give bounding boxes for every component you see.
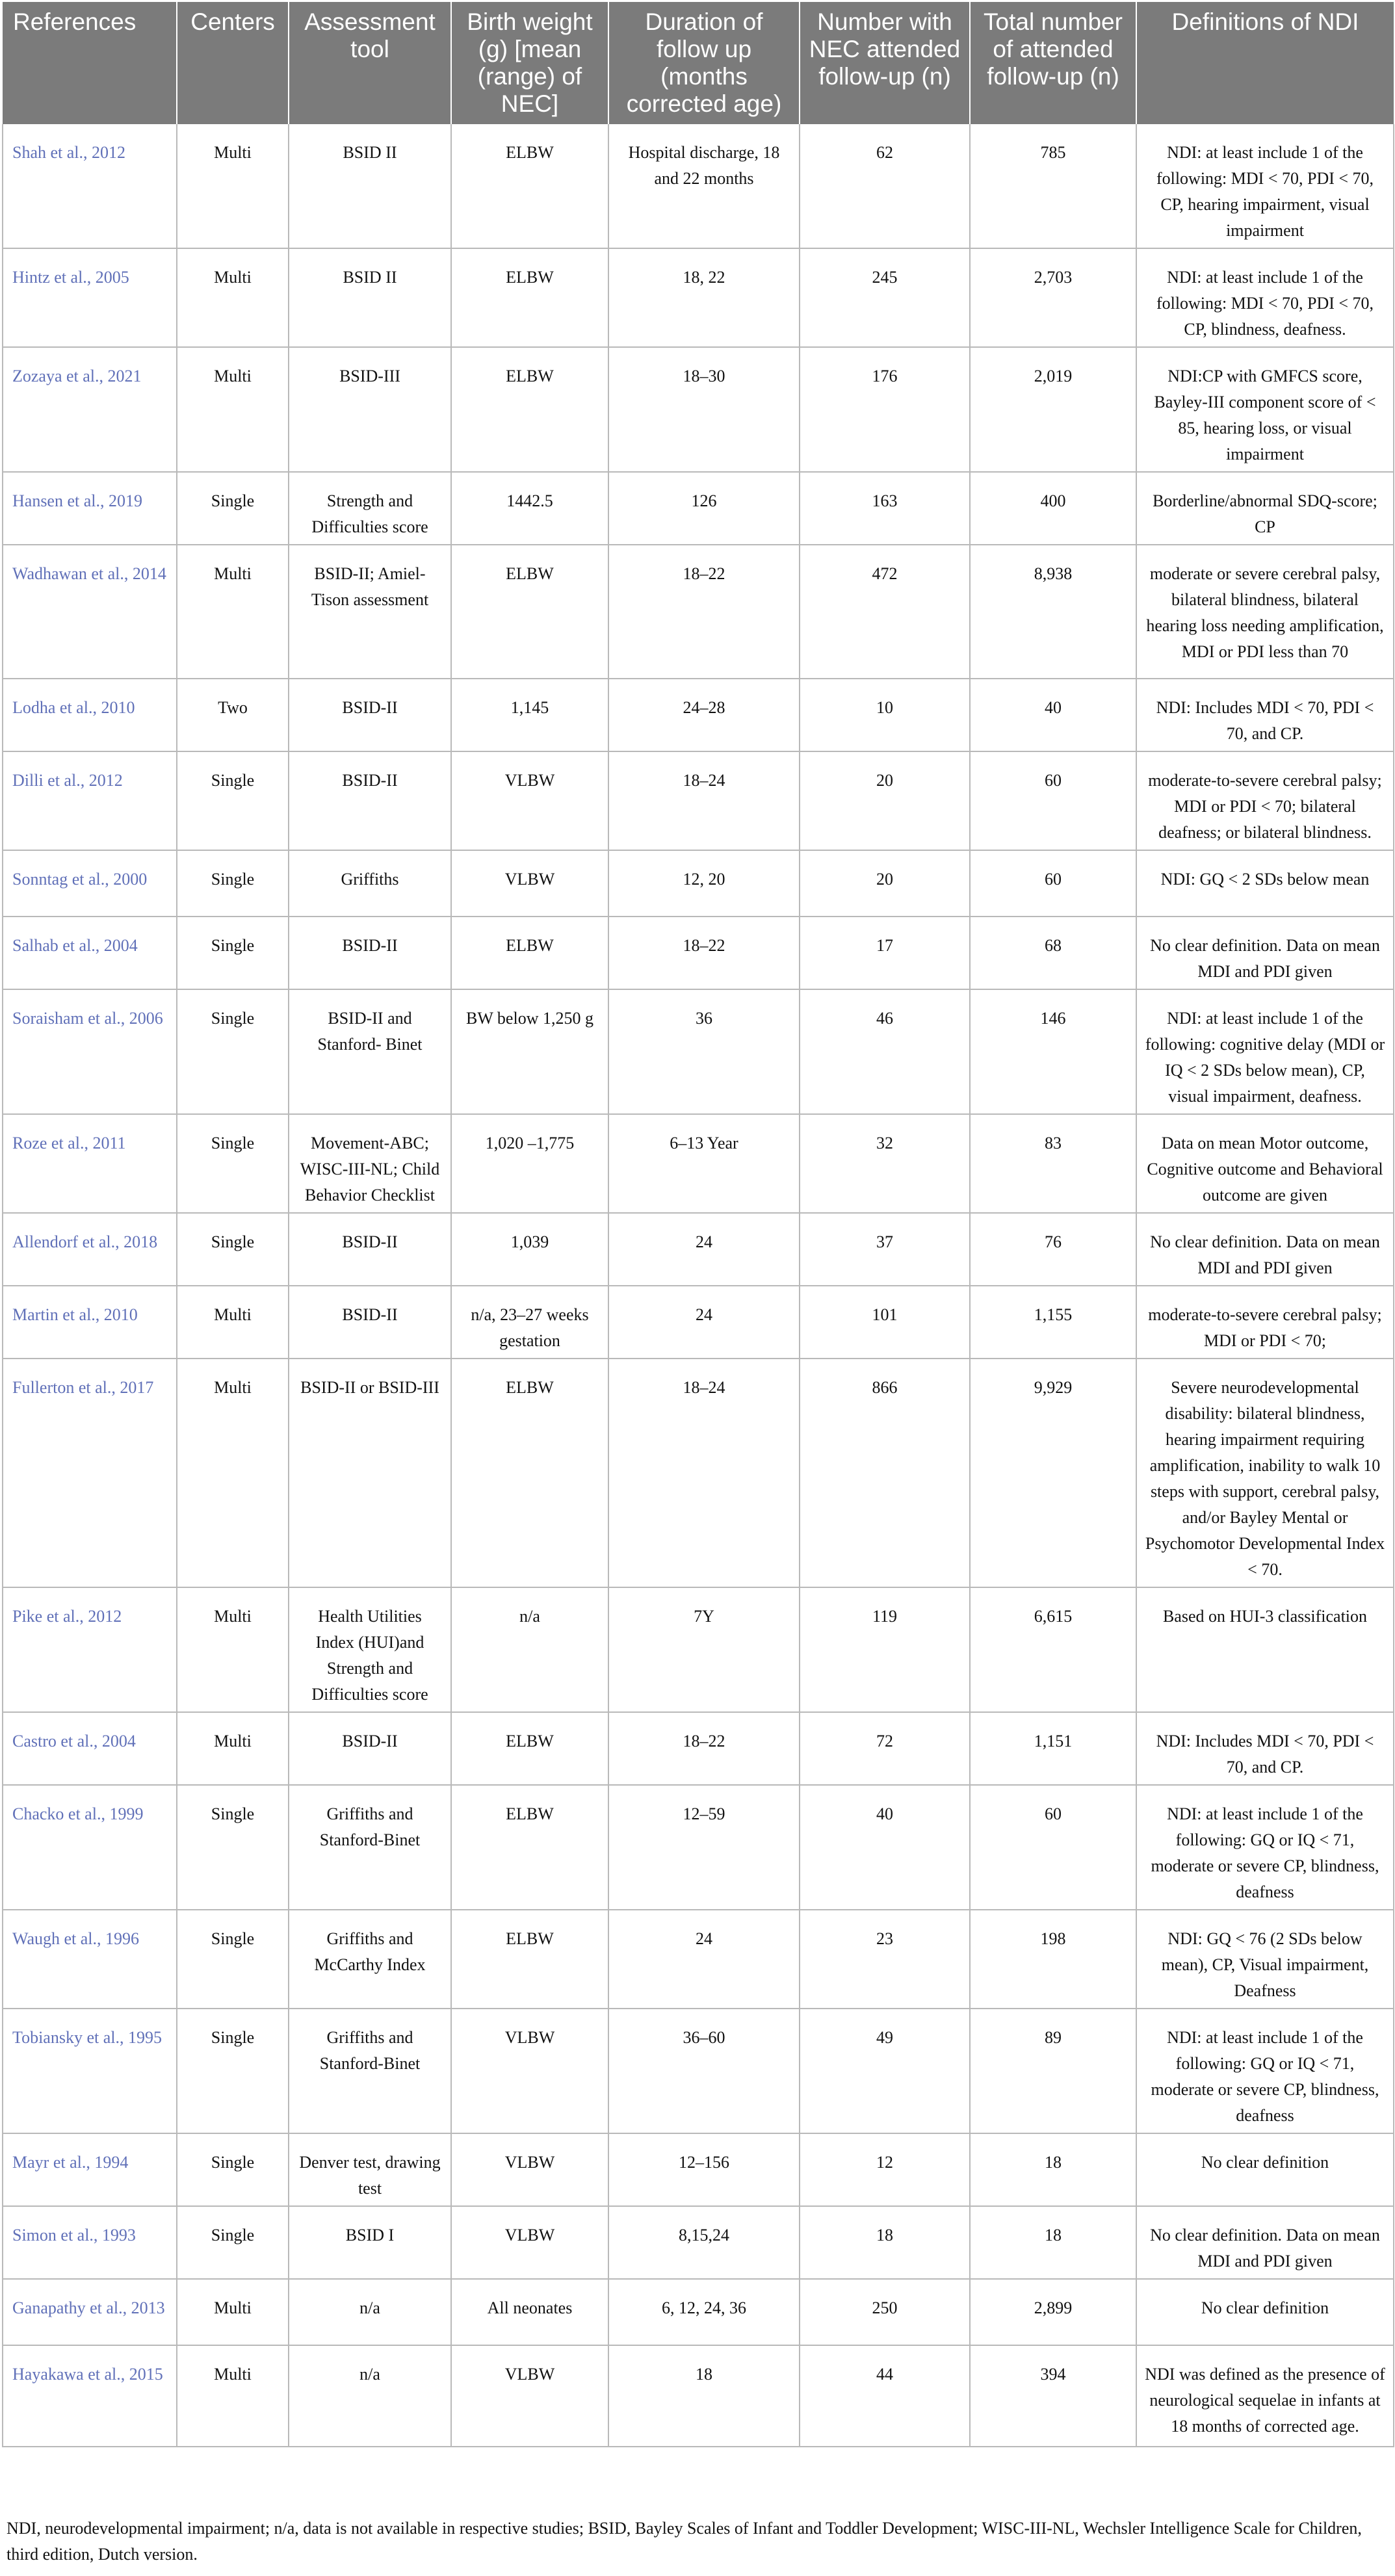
cell-reference[interactable]: Soraisham et al., 2006 (3, 989, 177, 1114)
cell-birth-weight: VLBW (451, 751, 608, 850)
header-references: References (3, 2, 177, 124)
cell-assessment-tool: Denver test, drawing test (289, 2133, 451, 2206)
cell-nec-follow-up: 245 (800, 248, 970, 347)
cell-assessment-tool: BSID-III (289, 347, 451, 472)
cell-total-follow-up: 146 (970, 989, 1136, 1114)
cell-nec-follow-up: 72 (800, 1712, 970, 1785)
cell-follow-up-duration: 12, 20 (608, 850, 800, 917)
cell-follow-up-duration: 126 (608, 472, 800, 545)
cell-follow-up-duration: 18–30 (608, 347, 800, 472)
cell-centers: Multi (177, 2279, 289, 2345)
cell-birth-weight: n/a (451, 1587, 608, 1712)
cell-total-follow-up: 40 (970, 679, 1136, 751)
cell-ndi-definition: NDI: at least include 1 of the following: GQ or IQ < 71, moderate or severe CP, blindness, deafness (1136, 2009, 1394, 2133)
cell-assessment-tool: BSID-II (289, 679, 451, 751)
cell-birth-weight: VLBW (451, 2206, 608, 2279)
cell-centers: Multi (177, 1359, 289, 1587)
cell-assessment-tool: n/a (289, 2279, 451, 2345)
header-nec-follow-up-count: Number with NEC attended follow-up (n) (800, 2, 970, 124)
cell-total-follow-up: 6,615 (970, 1587, 1136, 1712)
cell-birth-weight: BW below 1,250 g (451, 989, 608, 1114)
cell-ndi-definition: No clear definition. Data on mean MDI and PDI given (1136, 917, 1394, 989)
cell-assessment-tool: BSID-II (289, 917, 451, 989)
cell-birth-weight: ELBW (451, 1712, 608, 1785)
table-footnote: NDI, neurodevelopmental impairment; n/a, data is not available in respective studies; BSID, Bayley Scales of Infant and Toddler Development; WISC-III-NL, Wechsler Intelligence Scale for Children, third edition, Dutch version. (7, 2519, 1362, 2564)
cell-reference[interactable]: Fullerton et al., 2017 (3, 1359, 177, 1587)
cell-assessment-tool: BSID-II and Stanford- Binet (289, 989, 451, 1114)
cell-ndi-definition: NDI was defined as the presence of neurological sequelae in infants at 18 months of corrected age. (1136, 2345, 1394, 2447)
cell-ndi-definition: NDI: at least include 1 of the following: MDI < 70, PDI < 70, CP, blindness, deafness. (1136, 248, 1394, 347)
cell-ndi-definition: No clear definition (1136, 2133, 1394, 2206)
cell-birth-weight: VLBW (451, 2009, 608, 2133)
table-row (3, 347, 1394, 472)
cell-ndi-definition: moderate-to-severe cerebral palsy; MDI or PDI < 70; (1136, 1286, 1394, 1359)
cell-reference[interactable]: Salhab et al., 2004 (3, 917, 177, 989)
table-row (3, 2345, 1394, 2447)
table-row (3, 2009, 1394, 2133)
table-row (3, 472, 1394, 545)
cell-nec-follow-up: 176 (800, 347, 970, 472)
cell-total-follow-up: 1,155 (970, 1286, 1136, 1359)
cell-birth-weight: 1,039 (451, 1213, 608, 1286)
cell-nec-follow-up: 37 (800, 1213, 970, 1286)
cell-assessment-tool: BSID-II (289, 1286, 451, 1359)
cell-centers: Multi (177, 347, 289, 472)
cell-ndi-definition: No clear definition (1136, 2279, 1394, 2345)
cell-total-follow-up: 18 (970, 2133, 1136, 2206)
cell-assessment-tool: BSID II (289, 248, 451, 347)
table-row (3, 248, 1394, 347)
cell-centers: Single (177, 2133, 289, 2206)
cell-centers: Single (177, 989, 289, 1114)
cell-ndi-definition: NDI: at least include 1 of the following: cognitive delay (MDI or IQ < 2 SDs below mean), CP, visual impairment, deafness. (1136, 989, 1394, 1114)
cell-centers: Two (177, 679, 289, 751)
header-total-follow-up-count: Total number of attended follow-up (n) (970, 2, 1136, 124)
cell-assessment-tool: BSID-II (289, 1213, 451, 1286)
table-body (3, 124, 1394, 2447)
nec-studies-table (2, 2, 1394, 2447)
cell-follow-up-duration: 24 (608, 1213, 800, 1286)
cell-reference[interactable]: Hayakawa et al., 2015 (3, 2345, 177, 2447)
cell-reference[interactable]: Hintz et al., 2005 (3, 248, 177, 347)
table-row (3, 2133, 1394, 2206)
cell-assessment-tool: BSID-II (289, 1712, 451, 1785)
cell-total-follow-up: 394 (970, 2345, 1136, 2447)
cell-nec-follow-up: 32 (800, 1114, 970, 1213)
cell-nec-follow-up: 472 (800, 545, 970, 679)
cell-follow-up-duration: 18, 22 (608, 248, 800, 347)
cell-birth-weight: 1,145 (451, 679, 608, 751)
header-birth-weight: Birth weight (g) [mean (range) of NEC] (451, 2, 608, 124)
cell-reference[interactable]: Roze et al., 2011 (3, 1114, 177, 1213)
cell-reference[interactable]: Pike et al., 2012 (3, 1587, 177, 1712)
cell-assessment-tool: Movement-ABC; WISC-III-NL; Child Behavior Checklist (289, 1114, 451, 1213)
cell-assessment-tool: BSID I (289, 2206, 451, 2279)
cell-ndi-definition: moderate or severe cerebral palsy, bilateral blindness, bilateral hearing loss needing amplification, MDI or PDI less than 70 (1136, 545, 1394, 679)
cell-ndi-definition: NDI: GQ < 76 (2 SDs below mean), CP, Visual impairment, Deafness (1136, 1910, 1394, 2009)
cell-nec-follow-up: 250 (800, 2279, 970, 2345)
cell-ndi-definition: Borderline/abnormal SDQ-score; CP (1136, 472, 1394, 545)
table-row (3, 751, 1394, 850)
cell-total-follow-up: 60 (970, 1785, 1136, 1910)
cell-follow-up-duration: 18–24 (608, 1359, 800, 1587)
cell-birth-weight: ELBW (451, 1785, 608, 1910)
cell-nec-follow-up: 119 (800, 1587, 970, 1712)
table-row (3, 545, 1394, 679)
cell-follow-up-duration: 24 (608, 1910, 800, 2009)
cell-follow-up-duration: 6–13 Year (608, 1114, 800, 1213)
cell-total-follow-up: 198 (970, 1910, 1136, 2009)
cell-follow-up-duration: 12–156 (608, 2133, 800, 2206)
cell-assessment-tool: BSID-II or BSID-III (289, 1359, 451, 1587)
cell-reference[interactable]: Zozaya et al., 2021 (3, 347, 177, 472)
cell-follow-up-duration: 24–28 (608, 679, 800, 751)
table-row (3, 917, 1394, 989)
cell-nec-follow-up: 12 (800, 2133, 970, 2206)
cell-nec-follow-up: 23 (800, 1910, 970, 2009)
cell-centers: Single (177, 917, 289, 989)
cell-total-follow-up: 2,703 (970, 248, 1136, 347)
cell-birth-weight: ELBW (451, 1910, 608, 2009)
cell-total-follow-up: 9,929 (970, 1359, 1136, 1587)
cell-total-follow-up: 785 (970, 124, 1136, 248)
cell-ndi-definition: NDI: Includes MDI < 70, PDI < 70, and CP. (1136, 1712, 1394, 1785)
cell-birth-weight: ELBW (451, 347, 608, 472)
cell-nec-follow-up: 101 (800, 1286, 970, 1359)
cell-centers: Single (177, 850, 289, 917)
cell-nec-follow-up: 10 (800, 679, 970, 751)
cell-reference[interactable]: Martin et al., 2010 (3, 1286, 177, 1359)
header-centers: Centers (177, 2, 289, 124)
cell-birth-weight: ELBW (451, 248, 608, 347)
table-row (3, 1359, 1394, 1587)
cell-centers: Multi (177, 2345, 289, 2447)
cell-follow-up-duration: 18–24 (608, 751, 800, 850)
cell-birth-weight: ELBW (451, 124, 608, 248)
cell-assessment-tool: Griffiths and Stanford-Binet (289, 2009, 451, 2133)
cell-centers: Single (177, 472, 289, 545)
cell-ndi-definition: No clear definition. Data on mean MDI and PDI given (1136, 2206, 1394, 2279)
cell-assessment-tool: Health Utilities Index (HUI)and Strength and Difficulties score (289, 1587, 451, 1712)
cell-ndi-definition: No clear definition. Data on mean MDI and PDI given (1136, 1213, 1394, 1286)
cell-birth-weight: n/a, 23–27 weeks gestation (451, 1286, 608, 1359)
table-row (3, 1587, 1394, 1712)
cell-centers: Single (177, 1785, 289, 1910)
header-ndi-definitions: Definitions of NDI (1136, 2, 1394, 124)
table-row (3, 2279, 1394, 2345)
cell-ndi-definition: Severe neurodevelopmental disability: bilateral blindness, hearing impairment requiring amplification, inability to walk 10 steps with support, cerebral palsy, and/or Bayley Mental or Psychomotor Developmental Index < 70. (1136, 1359, 1394, 1587)
cell-follow-up-duration: 8,15,24 (608, 2206, 800, 2279)
table-row (3, 1286, 1394, 1359)
cell-ndi-definition: NDI: at least include 1 of the following: GQ or IQ < 71, moderate or severe CP, blindness, deafness (1136, 1785, 1394, 1910)
cell-nec-follow-up: 46 (800, 989, 970, 1114)
cell-total-follow-up: 76 (970, 1213, 1136, 1286)
cell-centers: Single (177, 2206, 289, 2279)
cell-birth-weight: VLBW (451, 850, 608, 917)
cell-centers: Multi (177, 248, 289, 347)
table-row (3, 1712, 1394, 1785)
cell-birth-weight: All neonates (451, 2279, 608, 2345)
cell-nec-follow-up: 20 (800, 751, 970, 850)
cell-centers: Single (177, 751, 289, 850)
cell-centers: Multi (177, 1286, 289, 1359)
cell-nec-follow-up: 866 (800, 1359, 970, 1587)
cell-nec-follow-up: 44 (800, 2345, 970, 2447)
cell-assessment-tool: BSID II (289, 124, 451, 248)
cell-birth-weight: ELBW (451, 1359, 608, 1587)
cell-total-follow-up: 89 (970, 2009, 1136, 2133)
table-row (3, 2206, 1394, 2279)
cell-total-follow-up: 400 (970, 472, 1136, 545)
cell-total-follow-up: 60 (970, 850, 1136, 917)
table-row (3, 1785, 1394, 1910)
cell-follow-up-duration: 12–59 (608, 1785, 800, 1910)
cell-total-follow-up: 8,938 (970, 545, 1136, 679)
cell-reference[interactable]: Mayr et al., 1994 (3, 2133, 177, 2206)
cell-follow-up-duration: 6, 12, 24, 36 (608, 2279, 800, 2345)
table-row (3, 1910, 1394, 2009)
cell-follow-up-duration: 36–60 (608, 2009, 800, 2133)
table-row (3, 989, 1394, 1114)
cell-reference[interactable]: Ganapathy et al., 2013 (3, 2279, 177, 2345)
cell-assessment-tool: Griffiths and Stanford-Binet (289, 1785, 451, 1910)
cell-birth-weight: VLBW (451, 2345, 608, 2447)
cell-centers: Single (177, 1213, 289, 1286)
cell-total-follow-up: 1,151 (970, 1712, 1136, 1785)
cell-assessment-tool: BSID-II; Amiel-Tison assessment (289, 545, 451, 679)
cell-total-follow-up: 18 (970, 2206, 1136, 2279)
cell-centers: Multi (177, 545, 289, 679)
cell-nec-follow-up: 163 (800, 472, 970, 545)
table-row (3, 124, 1394, 248)
table-row (3, 1213, 1394, 1286)
cell-nec-follow-up: 62 (800, 124, 970, 248)
cell-nec-follow-up: 17 (800, 917, 970, 989)
cell-follow-up-duration: 18–22 (608, 1712, 800, 1785)
cell-nec-follow-up: 40 (800, 1785, 970, 1910)
cell-birth-weight: VLBW (451, 2133, 608, 2206)
cell-centers: Single (177, 2009, 289, 2133)
cell-reference[interactable]: Shah et al., 2012 (3, 124, 177, 248)
cell-birth-weight: 1,020 –1,775 (451, 1114, 608, 1213)
cell-centers: Multi (177, 1587, 289, 1712)
cell-reference[interactable]: Waugh et al., 1996 (3, 1910, 177, 2009)
cell-reference[interactable]: Wadhawan et al., 2014 (3, 545, 177, 679)
cell-birth-weight: ELBW (451, 545, 608, 679)
cell-total-follow-up: 2,899 (970, 2279, 1136, 2345)
cell-ndi-definition: NDI: GQ < 2 SDs below mean (1136, 850, 1394, 917)
cell-total-follow-up: 68 (970, 917, 1136, 989)
cell-assessment-tool: Griffiths (289, 850, 451, 917)
cell-ndi-definition: Based on HUI-3 classification (1136, 1587, 1394, 1712)
cell-follow-up-duration: 18 (608, 2345, 800, 2447)
table-row (3, 850, 1394, 917)
cell-total-follow-up: 60 (970, 751, 1136, 850)
cell-centers: Multi (177, 1712, 289, 1785)
table-row (3, 1114, 1394, 1213)
cell-assessment-tool: Strength and Difficulties score (289, 472, 451, 545)
cell-follow-up-duration: 36 (608, 989, 800, 1114)
cell-reference[interactable]: Tobiansky et al., 1995 (3, 2009, 177, 2133)
cell-reference[interactable]: Simon et al., 1993 (3, 2206, 177, 2279)
cell-assessment-tool: BSID-II (289, 751, 451, 850)
cell-ndi-definition: moderate-to-severe cerebral palsy; MDI or PDI < 70; bilateral deafness; or bilateral blindness. (1136, 751, 1394, 850)
cell-ndi-definition: Data on mean Motor outcome, Cognitive outcome and Behavioral outcome are given (1136, 1114, 1394, 1213)
table-row (3, 679, 1394, 751)
cell-birth-weight: 1442.5 (451, 472, 608, 545)
cell-total-follow-up: 83 (970, 1114, 1136, 1213)
cell-centers: Single (177, 1910, 289, 2009)
cell-follow-up-duration: 7Y (608, 1587, 800, 1712)
cell-centers: Single (177, 1114, 289, 1213)
cell-follow-up-duration: Hospital discharge, 18 and 22 months (608, 124, 800, 248)
cell-follow-up-duration: 18–22 (608, 545, 800, 679)
cell-nec-follow-up: 49 (800, 2009, 970, 2133)
cell-reference[interactable]: Hansen et al., 2019 (3, 472, 177, 545)
cell-assessment-tool: Griffiths and McCarthy Index (289, 1910, 451, 2009)
cell-ndi-definition: NDI: Includes MDI < 70, PDI < 70, and CP. (1136, 679, 1394, 751)
cell-nec-follow-up: 18 (800, 2206, 970, 2279)
header-follow-up-duration: Duration of follow up (months corrected age) (608, 2, 800, 124)
cell-follow-up-duration: 24 (608, 1286, 800, 1359)
cell-follow-up-duration: 18–22 (608, 917, 800, 989)
cell-total-follow-up: 2,019 (970, 347, 1136, 472)
cell-reference[interactable]: Castro et al., 2004 (3, 1712, 177, 1785)
cell-reference[interactable]: Chacko et al., 1999 (3, 1785, 177, 1910)
cell-nec-follow-up: 20 (800, 850, 970, 917)
cell-reference[interactable]: Dilli et al., 2012 (3, 751, 177, 850)
cell-reference[interactable]: Lodha et al., 2010 (3, 679, 177, 751)
header-row (3, 2, 1394, 124)
cell-assessment-tool: n/a (289, 2345, 451, 2447)
header-assessment-tool: Assessment tool (289, 2, 451, 124)
cell-ndi-definition: NDI:CP with GMFCS score, Bayley-III component score of < 85, hearing loss, or visual impairment (1136, 347, 1394, 472)
cell-reference[interactable]: Sonntag et al., 2000 (3, 850, 177, 917)
cell-birth-weight: ELBW (451, 917, 608, 989)
cell-centers: Multi (177, 124, 289, 248)
cell-ndi-definition: NDI: at least include 1 of the following: MDI < 70, PDI < 70, CP, hearing impairment, visual impairment (1136, 124, 1394, 248)
cell-reference[interactable]: Allendorf et al., 2018 (3, 1213, 177, 1286)
